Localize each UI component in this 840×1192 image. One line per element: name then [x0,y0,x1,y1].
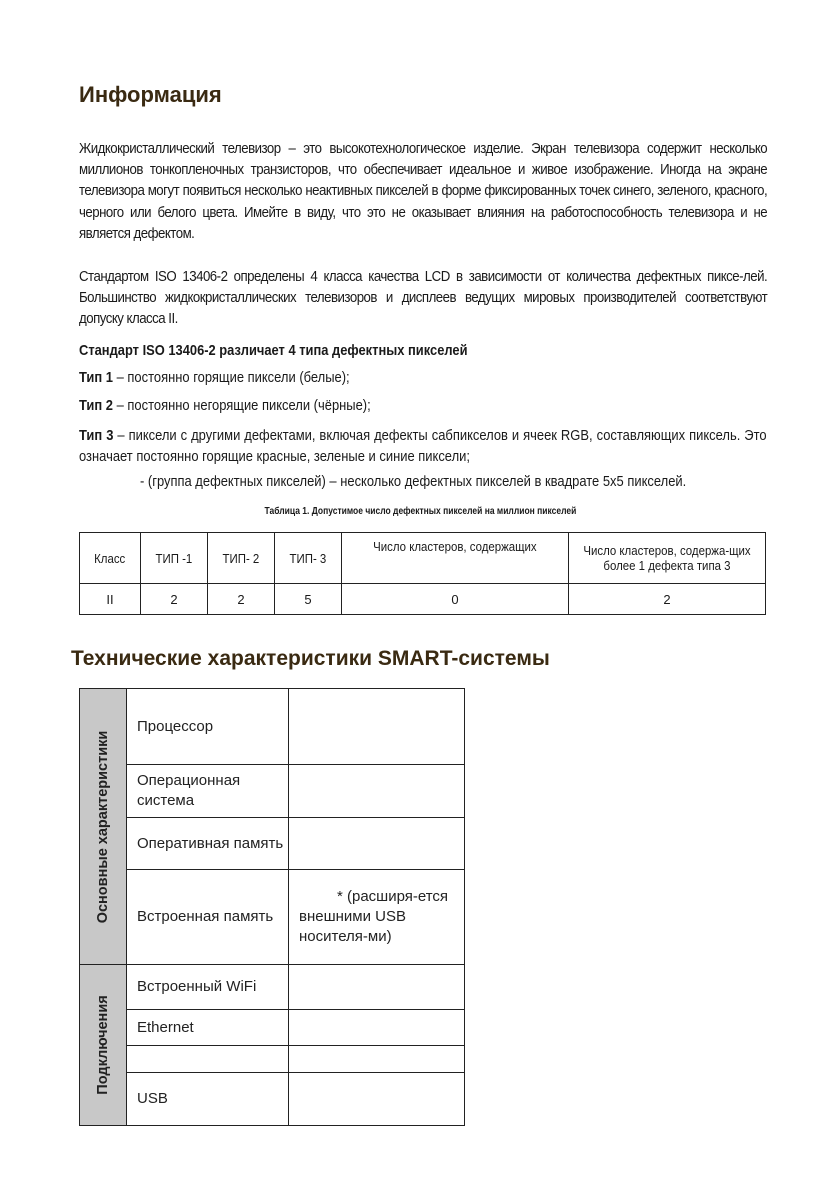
type-2-text: – постоянно негорящие пиксели (чёрные); [113,398,371,414]
table-caption [0,506,840,517]
spec-value [289,818,464,869]
spec-row-usb [127,1073,464,1125]
group-main-specs [80,689,127,965]
iso-paragraph: Стандартом ISO 13406-2 определены 4 класса качества LCD в зависимости от количества дефектных пиксе-лей. Большинство жидкокристаллических телевизоров и дисплеев ведущих мировых производителей соответствуют допуску класса II. [79,269,768,328]
cluster-note: - (группа дефектных пикселей) – несколько дефектных пикселей в квадрате 5x5 пикселей. [140,474,687,490]
type-2-label: Тип 2 [79,398,114,414]
spec-row-os [127,765,464,818]
header-type-2: ТИП- 2 [208,533,275,584]
defect-table [79,532,766,615]
cell-type-3: 5 [275,584,342,615]
cell-clusters-type-3: 2 [569,584,766,615]
smart-spec-table [79,688,465,1126]
group-main-label: Основные характеристики [95,730,111,923]
spec-row-ethernet [127,1010,464,1046]
spec-label [127,1046,289,1072]
header-type-3: ТИП- 3 [275,533,342,584]
header-clusters: Число кластеров, содержащих [342,533,569,584]
spec-label: Ethernet [127,1010,289,1045]
type-2-line [79,398,371,414]
type-1-text: – постоянно горящие пиксели (белые); [113,370,350,386]
spec-label: Встроенная память [127,870,289,964]
spec-value [289,765,464,817]
spec-row-ram [127,818,464,870]
spec-value [289,689,464,764]
spec-row-empty [127,1046,464,1073]
spec-value [289,1073,464,1125]
table-caption-text: Таблица 1. Допустимое число дефектных пикселей на миллион пикселей [264,506,576,517]
spec-value: * (расширя-ется внешними USB носителя-ми) [299,888,449,945]
type-3-text: – пиксели с другими дефектами, включая дефекты сабпикселов и ячеек RGB, составляющих пиксель. Это означает постоянно горящие красные, зеленые и синие пиксели; [79,428,767,465]
header-clusters-type-3: Число кластеров, содержа-щих более 1 дефекта типа 3 [569,533,766,584]
standard-heading: Стандарт ISO 13406-2 различает 4 типа дефектных пикселей [79,342,468,359]
spec-label: Встроенный WiFi [127,965,289,1009]
type-1-line [79,370,350,386]
cell-class: II [80,584,141,615]
type-3-label: Тип 3 [79,428,114,444]
cell-clusters: 0 [342,584,569,615]
spec-value [289,1046,464,1072]
header-class: Класс [80,533,141,584]
type-3-line [79,426,767,468]
spec-row-processor [127,689,464,765]
spec-value [289,1010,464,1045]
spec-value [289,965,464,1009]
spec-label: Процессор [127,689,289,764]
spec-label: USB [127,1073,289,1125]
cell-type-1: 2 [141,584,208,615]
group-conn-label: Подключения [95,995,111,1095]
spec-label: Оперативная память [127,818,289,869]
type-1-label: Тип 1 [79,370,114,386]
group-connections [80,965,127,1125]
header-type-1: ТИП -1 [141,533,208,584]
intro-paragraph: Жидкокристаллический телевизор – это высокотехнологическое изделие. Экран телевизора содержит несколько миллионов тонкопленочных транзисторов, что обеспечивает идеальное и живое изображение. Иногда на экране телевизора могут появиться несколько неактивных пикселей в форме фиксированных точек синего, зеленого, красного, черного или белого цвета. Имейте в виду, что это не оказывает влияния на работоспособность телевизора и не является дефектом. [79,141,768,242]
page-title: Информация [79,82,222,107]
table-row [80,584,766,615]
spec-row-storage [127,870,464,965]
smart-title: Технические характеристики SMART-системы [71,647,550,670]
cell-type-2: 2 [208,584,275,615]
spec-label: Операционная система [127,765,289,817]
table-header-row [80,533,766,584]
spec-row-wifi [127,965,464,1010]
